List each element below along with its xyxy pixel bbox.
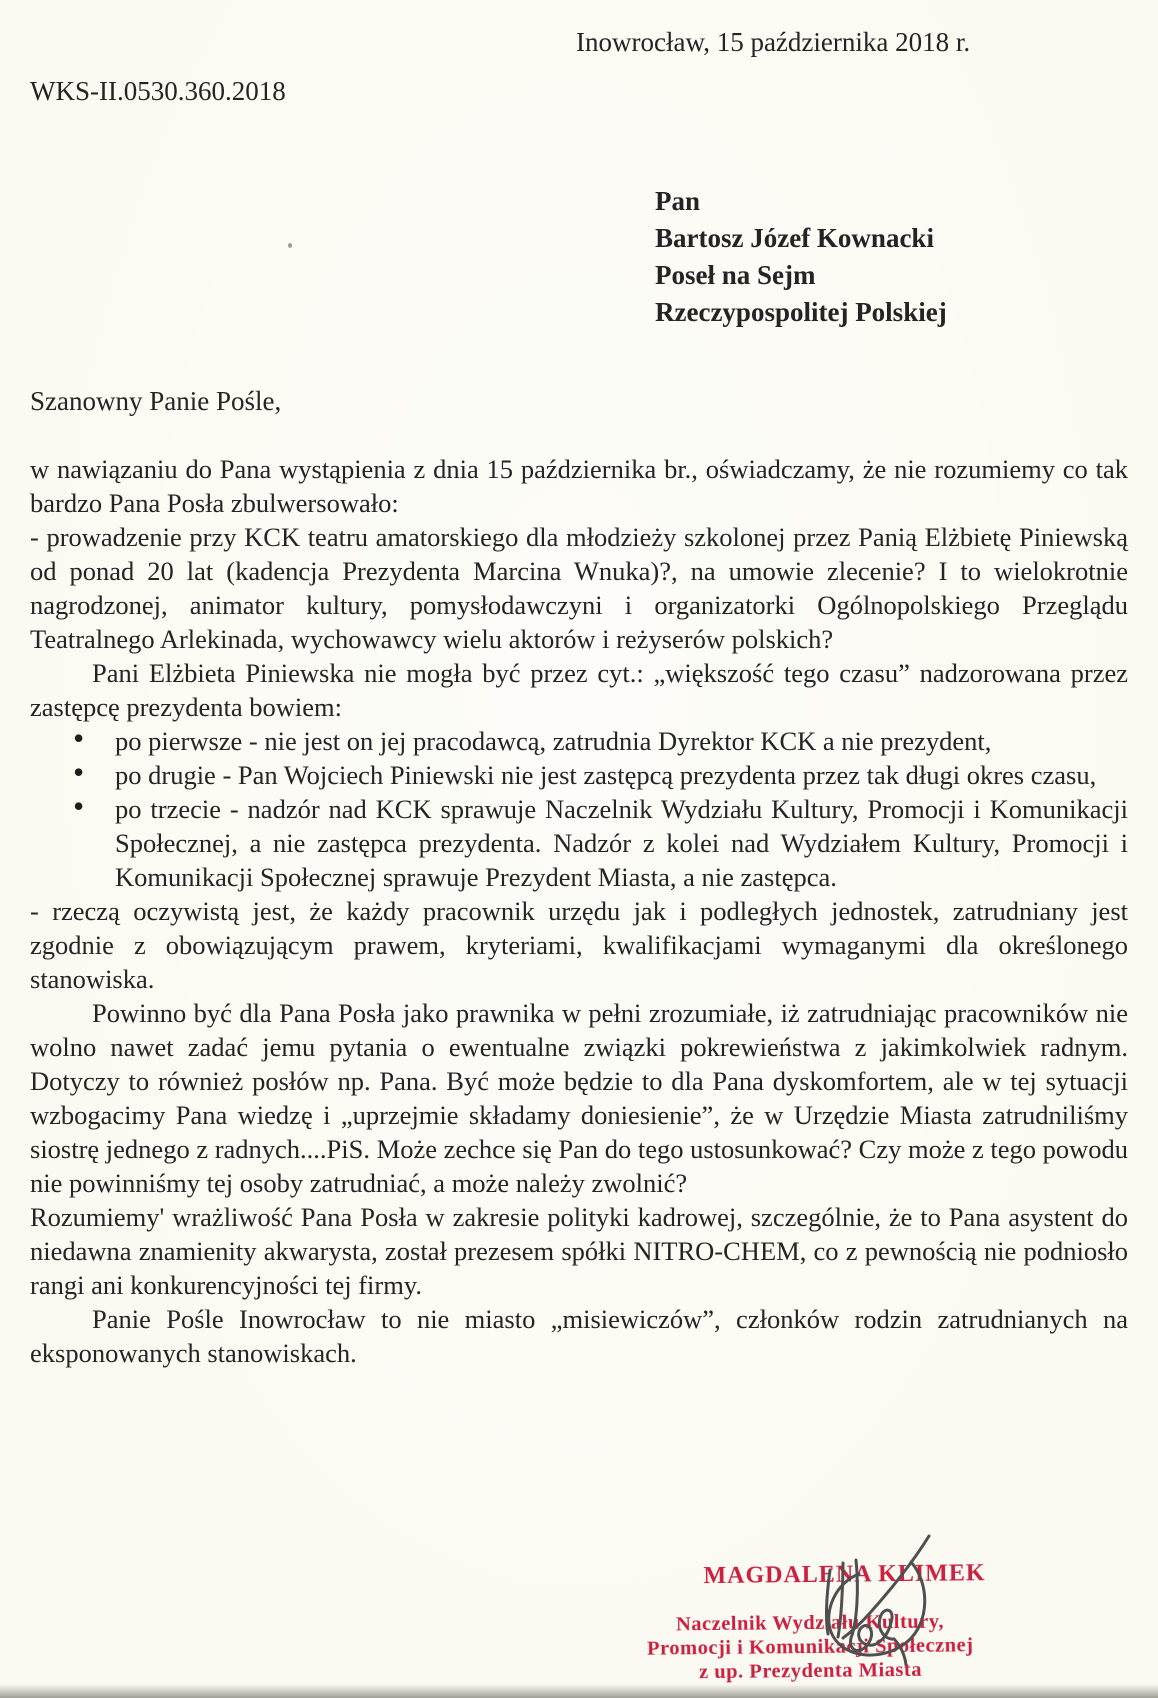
scan-speck — [288, 243, 292, 248]
body-paragraph-5: Powinno być dla Pana Posła jako prawnika w pełni zrozumiałe, iż zatrudniając pracowników nie wolno nawet zadać jemu pytania o ewentualne związki pokrewieństwa z jakimkolwiek radnym. Dotyczy to również posłów np. Pana. Być może będzie to dla Pana dyskomfortem, ale w tej sytuacji wzbogacimy Pana wiedzę i „uprzejmie składamy doniesienie”, że w Urzędzie Miasta zatrudniliśmy siostrę jednego z radnych....PiS. Może zechce się Pan do tego ustosunkować? Czy może z tego powodu nie powinniśmy tej osoby zatrudniać, a może należy zwolnić? — [30, 998, 1128, 1198]
body-paragraph-6: Rozumiemy' wrażliwość Pana Posła w zakresie polityki kadrowej, szczególnie, że to Pana asystent do niedawna znamienity akwarysta, został prezesem spółki NITRO-CHEM, co z pewnością nie podniosło rangi ani konkurencyjności tej firmy. — [30, 1202, 1128, 1300]
body-paragraph-7: Panie Pośle Inowrocław to nie miasto „misiewiczów”, członków rodzin zatrudnianych na eksponowanych stanowiskach. — [30, 1304, 1128, 1368]
salutation: Szanowny Panie Pośle, — [30, 386, 282, 416]
bullet-list — [30, 724, 1128, 894]
handwritten-signature — [793, 1530, 943, 1675]
bullet-item-3: • po trzecie - nadzór nad KCK sprawuje Naczelnik Wydziału Kultury, Promocji i Komunikacji Społecznej, a nie zastępca prezydenta. Nadzór z kolei nad Wydziałem Kultury, Promocji i Komunikacji Społecznej sprawuje Prezydent Miasta, a nie zastępca. — [115, 792, 1128, 894]
stamp-title-line-3: z up. Prezydenta Miasta — [698, 1658, 923, 1684]
recipient-line-3: Poseł na Sejm — [655, 260, 816, 290]
scan-bottom-edge — [0, 1684, 1158, 1698]
reference-number: WKS-II.0530.360.2018 — [30, 76, 286, 106]
stamp-name: MAGDALENA KLIMEK — [703, 1560, 986, 1590]
bullet-item-1: • po pierwsze - nie jest on jej pracodawcą, zatrudnia Dyrektor KCK a nie prezydent, — [115, 724, 1128, 758]
body-paragraph-3: Pani Elżbieta Piniewska nie mogła być przez cyt.: „większość tego czasu” nadzorowana przez zastępcę prezydenta bowiem: — [30, 658, 1128, 722]
recipient-line-1: Pan — [655, 186, 701, 216]
body-paragraph-1: w nawiązaniu do Pana wystąpienia z dnia 15 października br., oświadczamy, że nie rozumiemy co tak bardzo Pana Posła zbulwersowało: — [30, 454, 1128, 518]
body-paragraph-2: - prowadzenie przy KCK teatru amatorskiego dla młodzieży szkolonej przez Panią Elżbietę Piniewską od ponad 20 lat (kadencja Prezydenta Marcina Wnuka)?, na umowie zlecenie? I to wielokrotnie nagrodzonej, animator kultury, pomysłodawczyni i organizatorki Ogólnopolskiego Przeglądu Teatralnego Arlekinada, wychowawcy wielu aktorów i reżyserów polskich? — [30, 522, 1128, 654]
letter-body — [30, 452, 1128, 1370]
date-line: Inowrocław, 15 października 2018 r. — [576, 27, 971, 57]
stamp-title-line-2: Promocji i Komunikacji Społecznej — [646, 1634, 974, 1660]
body-paragraph-4: - rzeczą oczywistą jest, że każdy pracownik urzędu jak i podległych jednostek, zatrudniany jest zgodnie z obowiązującym prawem, kryteriami, kwalifikacjami wymaganymi dla określonego stanowiska. — [30, 896, 1128, 994]
recipient-line-2: Bartosz Józef Kownacki — [655, 223, 934, 253]
bullet-item-2: • po drugie - Pan Wojciech Piniewski nie jest zastępcą prezydenta przez tak długi okres czasu, — [115, 758, 1128, 792]
recipient-line-4: Rzeczypospolitej Polskiej — [655, 297, 947, 327]
stamp-title-line-1: Naczelnik Wydziału Kultury, — [675, 1610, 945, 1636]
recipient-block — [655, 183, 947, 331]
